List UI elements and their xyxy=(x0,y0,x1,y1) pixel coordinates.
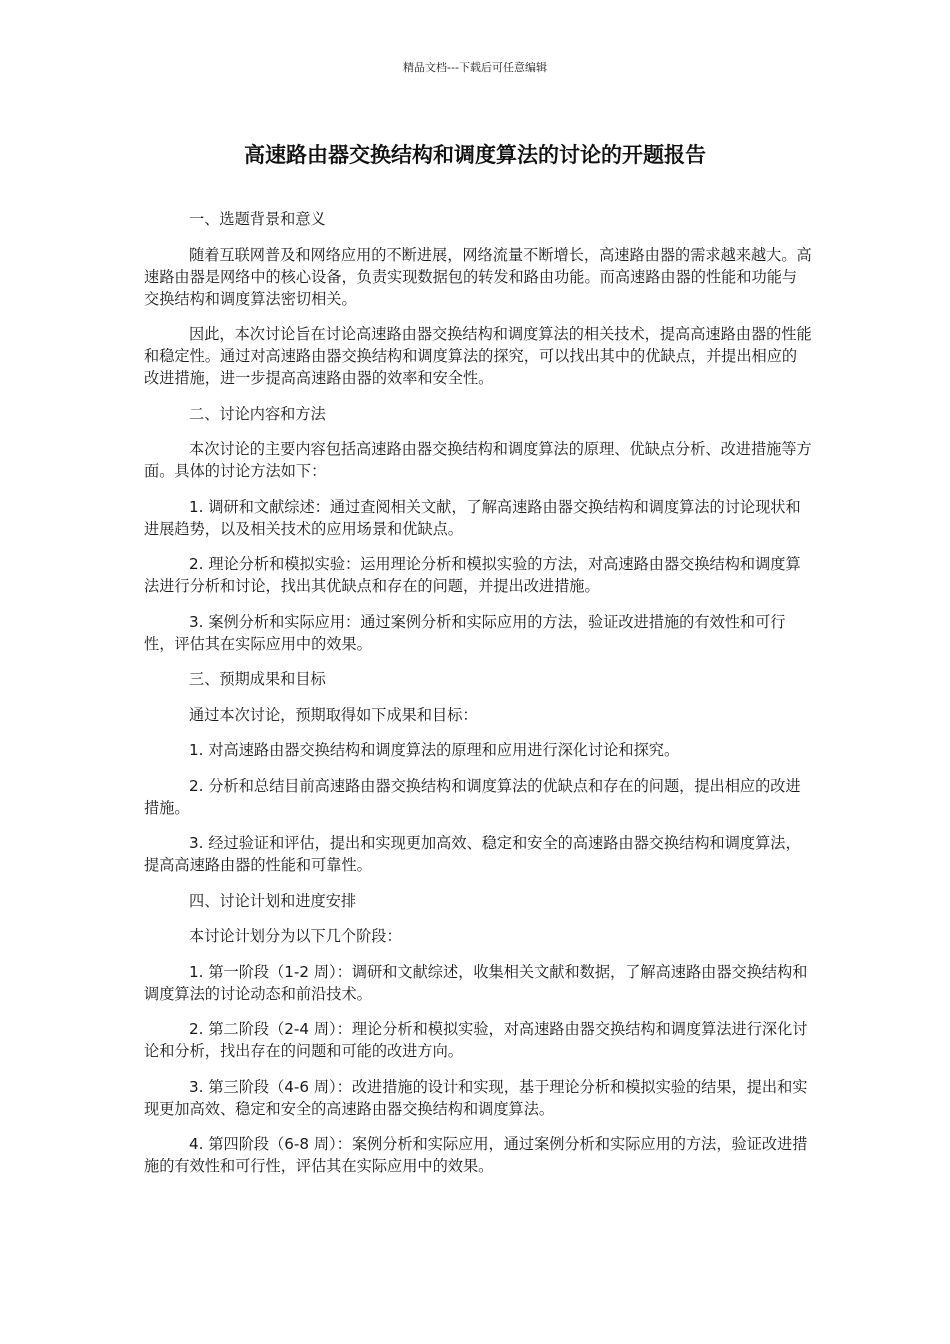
document-body xyxy=(144,208,812,1191)
list-item-method-2: 2. 理论分析和模拟实验：运用理论分析和模拟实验的方法，对高速路由器交换结构和调度算法进行分析和讨论，找出其优缺点和存在的问题，并提出改进措施。 xyxy=(144,555,801,595)
paragraph-results-intro: 通过本次讨论，预期取得如下成果和目标： xyxy=(189,705,478,724)
paragraph-schedule-intro: 本讨论计划分为以下几个阶段： xyxy=(189,927,402,945)
section-heading-content-method: 二、讨论内容和方法 xyxy=(189,404,326,423)
list-item-method-3: 3. 案例分析和实际应用：通过案例分析和实际应用的方法，验证改进措施的有效性和可行性，评估其在实际应用中的效果。 xyxy=(144,612,786,653)
list-item-stage-3: 3. 第三阶段（4-6 周）：改进措施的设计和实现，基于理论分析和模拟实验的结果，提出和实现更加高效、稳定和安全的高速路由器交换结构和调度算法。 xyxy=(144,1077,808,1118)
paragraph-purpose: 因此，本次讨论旨在讨论高速路由器交换结构和调度算法的相关技术，提高高速路由器的性能和稳定性。通过对高速路由器交换结构和调度算法的探究，可以找出其中的优缺点，并提出相应的改进措施，进一步提高高速路由器的效率和安全性。 xyxy=(144,325,812,387)
paragraph-background: 随着互联网普及和网络应用的不断进展，网络流量不断增长，高速路由器的需求越来越大。高速路由器是网络中的核心设备，负责实现数据包的转发和路由功能。而高速路由器的性能和功能与交换结构和调度算法密切相关。 xyxy=(144,245,812,308)
section-heading-expected-results: 三、预期成果和目标 xyxy=(189,670,326,688)
list-item-stage-4: 4. 第四阶段（6-8 周）：案例分析和实际应用，通过案例分析和实际应用的方法，验证改进措施的有效性和可行性，评估其在实际应用中的效果。 xyxy=(144,1135,808,1175)
list-item-result-3: 3. 经过验证和评估，提出和实现更加高效、稳定和安全的高速路由器交换结构和调度算法，提高高速路由器的性能和可靠性。 xyxy=(144,834,801,874)
section-heading-schedule: 四、讨论计划和进度安排 xyxy=(189,891,357,910)
list-item-result-2: 2. 分析和总结目前高速路由器交换结构和调度算法的优缺点和存在的问题，提出相应的改进措施。 xyxy=(144,776,801,817)
document-title: 高速路由器交换结构和调度算法的讨论的开题报告 xyxy=(244,143,706,167)
paragraph-content-intro: 本次讨论的主要内容包括高速路由器交换结构和调度算法的原理、优缺点分析、改进措施等方面。具体的讨论方法如下： xyxy=(144,440,812,480)
header-note: 精品文档---下载后可任意编辑 xyxy=(403,61,547,74)
list-item-stage-2: 2. 第二阶段（2-4 周）：理论分析和模拟实验，对高速路由器交换结构和调度算法进行深化讨论和分析，找出存在的问题和可能的改进方向。 xyxy=(144,1020,808,1060)
section-heading-background: 一、选题背景和意义 xyxy=(189,210,326,228)
list-item-method-1: 1. 调研和文献综述：通过查阅相关文献，了解高速路由器交换结构和调度算法的讨论现状和进展趋势，以及相关技术的应用场景和优缺点。 xyxy=(144,497,801,538)
list-item-stage-1: 1. 第一阶段（1-2 周）：调研和文献综述，收集相关文献和数据，了解高速路由器交换结构和调度算法的讨论动态和前沿技术。 xyxy=(144,962,808,1003)
list-item-result-1: 1. 对高速路由器交换结构和调度算法的原理和应用进行深化讨论和探究。 xyxy=(189,741,680,759)
